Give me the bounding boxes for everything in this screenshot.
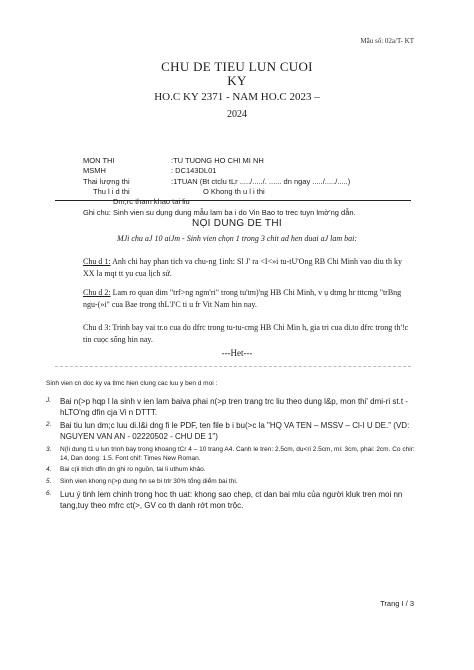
note-text: N(Ii dung t1 u lun trinh bay trong khoang tCr 4 – 10 trang A4. Canh le tren: 2.5cm, du<ri 2.5cm, mi: 3cm, phai: 2cm. Co chir: 14, Dan dong: 1.5. Font chif: Times New Roman.: [60, 445, 415, 462]
title-line-1: CHU DE TIEU LUN CUOI: [161, 59, 313, 74]
exam-info: [83, 156, 423, 218]
notes-intro: Sinh vien cn doc ky va tlmc hien clung cac luu y ben d moi :: [46, 380, 218, 387]
question-2-text: Lam ro quan dim "trf>ng ngm'ri" trong tu'tm)'ng HB Chi Minh, v ụ dtmg hr tttcmg "trBng ngu-(»i" cua Bae trong thL'J'C ti u fr Vit Nam hin nay.: [83, 288, 402, 309]
note-number: J.: [46, 396, 52, 404]
tham-khao-option: Dm,rc tham khao tai liu: [113, 197, 190, 207]
question-2-label: Chu d 2:: [83, 288, 111, 297]
question-3-label: Chu d 3:: [83, 323, 111, 332]
student-notes: [46, 380, 418, 515]
note-item: [46, 397, 418, 419]
note-number: 5.: [46, 478, 52, 486]
thu-lieu-row: [83, 187, 423, 197]
khong-thu-option: O Khong th u l i thi: [203, 187, 265, 197]
question-1-label: Chu d 1:: [83, 257, 111, 266]
question-1-text: Anh chi hay phan tich va chu-ng 1inh: Sl J' ra <I<»i tu-tU'Ong RB Chi Minh vao diu th ky XX la mqt tt yu cua lịch sứ.: [83, 257, 402, 278]
thu-lieu-option: Thu l i d thi: [93, 187, 130, 197]
msmh-row: [83, 166, 423, 176]
divider-top: [55, 200, 411, 201]
thai-luong-label: Thai lượng thi: [83, 176, 130, 186]
note-item: [46, 446, 418, 464]
note-item: [46, 466, 418, 475]
question-1: [83, 256, 413, 279]
ghi-chu-text: Ghi chu: Sinh vien su dụng dung mẫu lam ba i do Vin Bao to trec tuyn lmờ'ng dẫn.: [83, 207, 356, 217]
msmh-value: : DC143DL01: [171, 166, 217, 176]
end-marker: ---Het---: [221, 348, 253, 358]
tham-khao-row: [83, 197, 423, 207]
note-number: 2.: [46, 421, 52, 429]
title-line-4: 2024: [227, 108, 247, 120]
thai-luong-row: [83, 177, 423, 187]
title-block: [0, 60, 474, 120]
note-number: 4.: [46, 466, 52, 474]
title-line-3: HO.C KY 2371 - NAM HO.C 2023 –: [154, 90, 320, 103]
question-2: [83, 287, 413, 310]
divider-bottom: [55, 366, 411, 367]
question-3: [83, 322, 413, 345]
msmh-label: MSMH: [83, 166, 106, 176]
note-number: 3.: [46, 445, 52, 453]
note-text: Sinh vien khong n(>p dung hn se bi trlr 30% tổng diểm bai thi.: [60, 478, 238, 486]
note-item: [46, 490, 418, 512]
mon-thi-row: [83, 156, 423, 166]
form-code: Mẫu số: 02a/T- KT: [360, 37, 414, 45]
note-item: [46, 478, 418, 487]
question-3-text: Trinh bay vai tr.o cua do dfrc trong tu-tu-cmg HB Chi Min h, gia tri cua di.to dfrc trong th'!c tin cuọc sống hin nay.: [83, 323, 409, 344]
content-heading: NỌI DUNG DE THI: [192, 218, 282, 229]
content-subheading: MJi chu aJ 10 aiJm - Sinh vien chọn 1 trong 3 chit ad hen duai aJ lam bai:: [116, 234, 358, 243]
mon-thi-label: MON THI: [83, 156, 115, 165]
note-item: [46, 421, 418, 443]
note-text: Lưu ý tinh lem chinh trong hoc th uat: khong sao chep, ct dan bai mlu của người kluk tren moi nn tang,tuy theo mfrc ct(>, GV co th danh rớt mon trộc.: [60, 490, 403, 510]
title-line-2: KY: [227, 73, 247, 89]
note-text: Bai tiu lun dm;c luu di.I&i dng fi le PDF, ten file b i bu(>c la "HQ VA TEN – MSSV – Cl-I U DE." (VD: NGUYEN VAN AN - 02220502 - CHU DE 1"): [60, 421, 410, 442]
note-text: Bai c(ii trich dfin dn ghi ro nguồn, tai li uthum khảo.: [60, 466, 206, 474]
note-number: 6.: [46, 490, 52, 498]
mon-thi-value: :TU TUONG HO CHI MI NH: [171, 156, 264, 165]
ghi-chu-row: [83, 208, 423, 218]
thai-luong-value: :1TUAN (Bt ctclu tLr ...../...../. ...... dn ngay ...../...../.....): [171, 176, 351, 186]
note-text: Bai n(>p hqp l la sinh v ien lam baiva phai n(>p tren trang trc liu theo dung l&p, mon thi' dmi-ri st.t - hLTO'ng dfin cja Vi n DTTT.: [60, 396, 408, 417]
page-number: Trang I / 3: [380, 599, 414, 608]
